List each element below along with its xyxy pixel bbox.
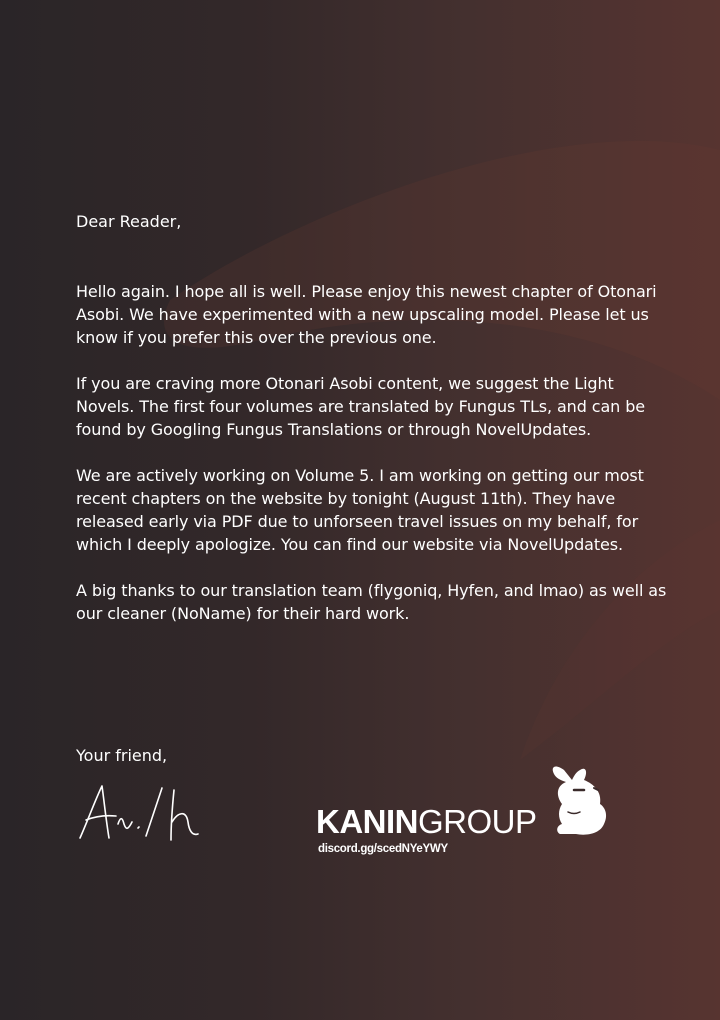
discord-link[interactable]: discord.gg/scedNYeYWY <box>318 843 448 855</box>
letter-body <box>76 210 676 648</box>
paragraph-intro: Hello again. I hope all is well. Please enjoy this newest chapter of Otonari Asobi. We have experimented with a new upscaling model. Please let us know if you prefer this over the previous one. <box>76 282 657 347</box>
brand-name-bold: KANIN <box>316 803 418 840</box>
rabbit-icon <box>550 764 608 838</box>
greeting: Dear Reader, <box>76 212 182 231</box>
closing: Your friend, <box>76 746 168 765</box>
paragraph-light-novels: If you are craving more Otonari Asobi content, we suggest the Light Novels. The first four volumes are translated by Fungus TLs, and can be found by Googling Fungus Translations or through NovelUpdates. <box>76 374 645 439</box>
brand-name <box>316 802 537 842</box>
paragraph-thanks: A big thanks to our translation team (flygoniq, Hyfen, and lmao) as well as our cleaner (NoName) for their hard work. <box>76 581 667 623</box>
signature <box>76 780 226 850</box>
paragraph-volume-5: We are actively working on Volume 5. I am working on getting our most recent chapters on the website by tonight (August 11th). They have released early via PDF due to unforseen travel issues on my behalf, for which I deeply apologize. You can find our website via NovelUpdates. <box>76 466 644 554</box>
brand-name-light: GROUP <box>418 803 537 840</box>
brand-block <box>316 764 616 864</box>
